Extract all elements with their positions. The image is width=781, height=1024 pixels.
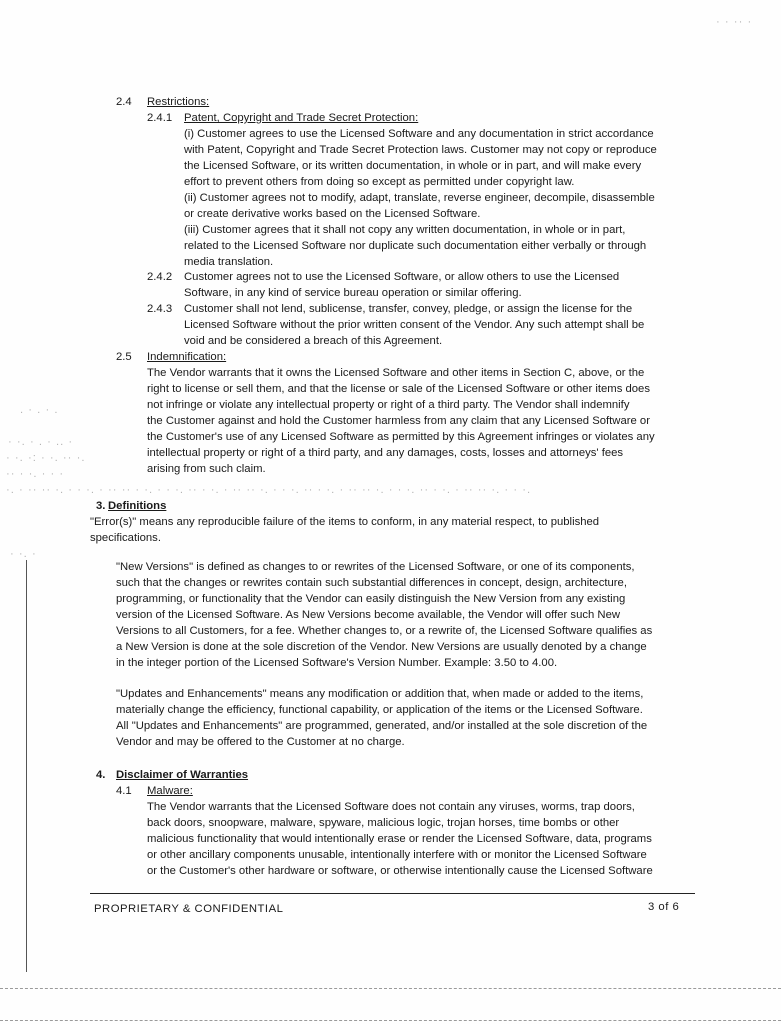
body-line: (iii) Customer agrees that it shall not copy any written documentation, in whole or in part, <box>184 224 626 236</box>
errors-definition-end: specifications. <box>90 532 161 544</box>
body-line: malicious functionality that would intentionally erase or render the Licensed Software, data, programs <box>147 833 652 845</box>
scan-noise: · ·. ·: · ·. ·· ·. <box>6 452 86 464</box>
body-line: programming, or functionality that the Vendor can easily distinguish the New Version from any existing <box>116 593 626 605</box>
body-line: related to the Licensed Software nor duplicate such documentation either verbally or through <box>184 240 647 252</box>
footer-page-number: 3 of 6 <box>648 901 680 913</box>
body-line: The Vendor warrants that it owns the Licensed Software and other items in Section C, above, or the <box>147 367 645 379</box>
section-2-4-1-number: 2.4.1 <box>147 112 173 124</box>
section-2-4-3-number: 2.4.3 <box>147 303 173 315</box>
scan-border-line <box>0 1020 781 1021</box>
body-line: or the Customer's other hardware or software, or otherwise intentionally cause the Licensed Software <box>147 865 653 877</box>
body-line: void and be considered a breach of this Agreement. <box>184 335 443 347</box>
body-line: in the integer portion of the Licensed Software's Version Number. Example: 3.50 to 4.00. <box>116 657 558 669</box>
footer-rule <box>90 893 695 894</box>
section-2-4-2-number: 2.4.2 <box>147 271 173 283</box>
scan-noise: · ·. · <box>10 548 37 560</box>
body-line: back doors, snoopware, malware, spyware, malicious logic, trojan horses, time bombs or other <box>147 817 620 829</box>
errors-definition: "Error(s)" means any reproducible failure of the items to conform, in any material respect, to published <box>90 516 600 528</box>
body-line: intellectual property or right of a third party, and any damages, costs, losses and attorneys' fees <box>147 447 624 459</box>
scan-edge-line <box>26 560 27 972</box>
body-line: All "Updates and Enhancements" are programmed, generated, and/or installed at the sole discretion of the <box>116 720 648 732</box>
section-2-4-1-heading: Patent, Copyright and Trade Secret Protection: <box>184 112 419 124</box>
section-4-heading: Disclaimer of Warranties <box>116 769 249 781</box>
section-2-5-number: 2.5 <box>116 351 132 363</box>
body-line: materially change the efficiency, functional capability, or application of the items or the Licensed Software. <box>116 704 643 716</box>
section-4-number: 4. <box>96 769 106 781</box>
scan-noise: · · ·· · <box>716 16 753 28</box>
body-line: or other ancillary components unusable, intentionally interfere with or monitor the Licensed Software <box>147 849 647 861</box>
body-line: Licensed Software without the prior written consent of the Vendor. Any such attempt shall be <box>184 319 645 331</box>
body-line: not infringe or violate any intellectual property or right of a third party. The Vendor shall indemnify <box>147 399 630 411</box>
body-line: (i) Customer agrees to use the Licensed Software and any documentation in strict accordance <box>184 128 654 140</box>
body-line: right to license or sell them, and that the license or sale of the Licensed Software or other items does <box>147 383 650 395</box>
section-4-1-heading: Malware: <box>147 785 193 797</box>
body-line: arising from such claim. <box>147 463 266 475</box>
section-3-heading: Definitions <box>108 500 167 512</box>
scan-noise: ·· · ·. · · · <box>6 468 65 480</box>
body-line: Customer agrees not to use the Licensed Software, or allow others to use the Licensed <box>184 271 620 283</box>
scan-noise: · ·. · . · .. · <box>8 436 74 448</box>
scan-border-line <box>0 988 781 989</box>
section-2-4-number: 2.4 <box>116 96 132 108</box>
body-line: The Vendor warrants that the Licensed Software does not contain any viruses, worms, trap doors, <box>147 801 635 813</box>
body-line: the Customer's use of any Licensed Software as permitted by this Agreement infringes or violates any <box>147 431 655 443</box>
section-2-4-heading: Restrictions: <box>147 96 210 108</box>
body-line: with Patent, Copyright and Trade Secret Protection laws. Customer may not copy or reproduce <box>184 144 657 156</box>
section-3-number: 3. <box>96 500 106 512</box>
body-line: such that the changes or rewrites contain such substantial differences in concept, design, architecture, <box>116 577 627 589</box>
body-line: Software, in any kind of service bureau operation or similar offering. <box>184 287 522 299</box>
body-line: effort to prevent others from doing so except as permitted under copyright law. <box>184 176 575 188</box>
section-4-1-number: 4.1 <box>116 785 132 797</box>
body-line: "Updates and Enhancements" means any modification or addition that, when made or added to the items, <box>116 688 644 700</box>
body-line: Vendor and may be offered to the Customer at no charge. <box>116 736 405 748</box>
body-line: (ii) Customer agrees not to modify, adapt, translate, reverse engineer, decompile, disassemble <box>184 192 655 204</box>
body-line: "New Versions" is defined as changes to or rewrites of the Licensed Software, or one of its components, <box>116 561 635 573</box>
scan-noise: ·. · ·· ·· ·. · · ·. · ·· ·· · ·. · · ·. ·· · ·. · ·· ·· ·. · · ·. ·· · ·. · ·· ·· ·. · · ·. ·· · ·. · ·· ·· ·. · · ·. <box>6 484 532 496</box>
body-line: media translation. <box>184 256 274 268</box>
body-line: Customer shall not lend, sublicense, transfer, convey, pledge, or assign the license for the <box>184 303 633 315</box>
scan-noise: . · . · . <box>20 404 59 416</box>
body-line: a New Version is done at the sole discretion of the Vendor. New Versions are usually denoted by a change <box>116 641 647 653</box>
body-line: the Customer against and hold the Customer harmless from any claim that any Licensed Software or <box>147 415 650 427</box>
body-line: version of the Licensed Software. As New Versions become available, the Vendor will offer such New <box>116 609 621 621</box>
body-line: Versions to all Customers, for a fee. Whether changes to, or a rewrite of, the Licensed Software qualifies as <box>116 625 653 637</box>
body-line: the Licensed Software, or its written documentation, in whole or in part, and will make every <box>184 160 642 172</box>
section-2-5-heading: Indemnification: <box>147 351 227 363</box>
footer-confidential: PROPRIETARY & CONFIDENTIAL <box>94 903 284 915</box>
body-line: or create derivative works based on the Licensed Software. <box>184 208 481 220</box>
